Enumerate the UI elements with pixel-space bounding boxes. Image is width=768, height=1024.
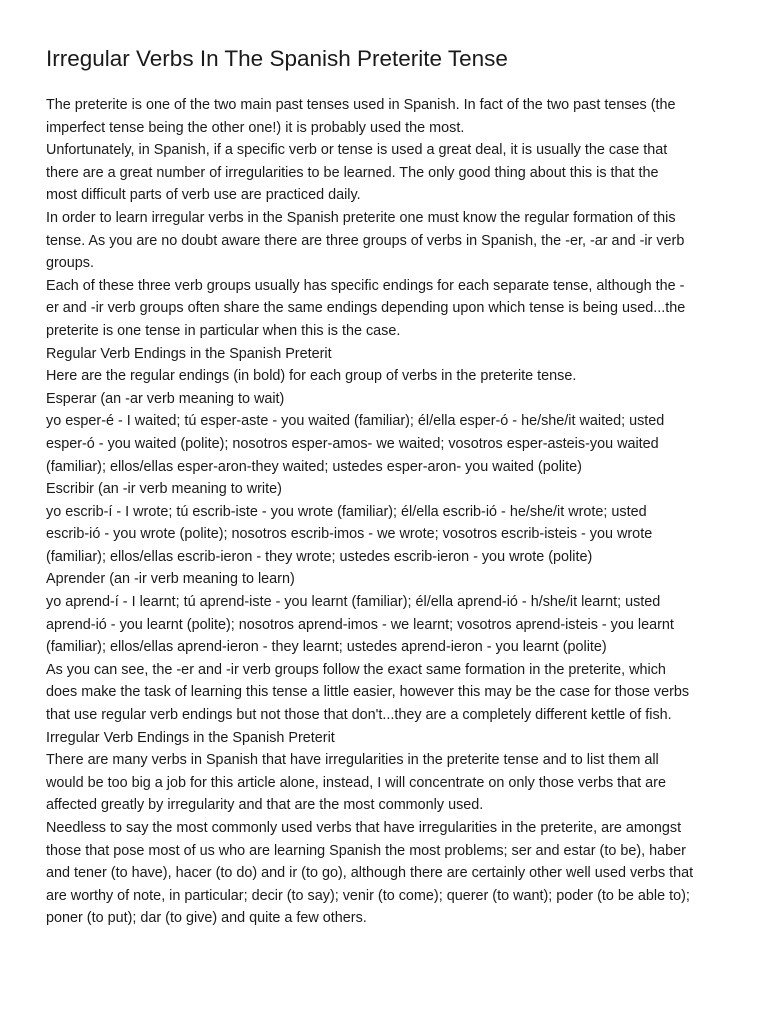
text-line: In order to learn irregular verbs in the Spanish preterite one must know the regular formation of this xyxy=(46,209,676,226)
text-line: aprend-ió - you learnt (polite); nosotros aprend-imos - we learnt; vosotros aprend-isteis - you learnt xyxy=(46,616,674,633)
text-line: (familiar); ellos/ellas escrib-ieron - they wrote; ustedes escrib-ieron - you wrote (polite) xyxy=(46,548,593,565)
text-line: yo esper-é - I waited; tú esper-aste - you waited (familiar); él/ella esper-ó - he/she/it waited; usted xyxy=(46,413,665,430)
text-line: Needless to say the most commonly used verbs that have irregularities in the preterite, are amongst xyxy=(46,820,682,836)
text-line: yo escrib-í - I wrote; tú escrib-iste - you wrote (familiar); él/ella escrib-ió - he/she/it wrote; usted xyxy=(46,503,647,520)
text-line: most difficult parts of verb use are practiced daily. xyxy=(46,187,361,204)
text-line: yo aprend-í - I learnt; tú aprend-iste - you learnt (familiar); él/ella aprend-ió - h/she/it learnt; usted xyxy=(46,594,661,611)
text-line: would be too big a job for this article alone, instead, I will concentrate on only those verbs that are xyxy=(46,774,666,791)
text-line: There are many verbs in Spanish that have irregularities in the preterite tense and to list them all xyxy=(46,752,659,769)
text-line: (familiar); ellos/ellas esper-aron-they waited; ustedes esper-aron- you waited (polite) xyxy=(46,458,582,475)
text-line: preterite is one tense in particular when this is the case. xyxy=(46,322,401,339)
text-line: The preterite is one of the two main past tenses used in Spanish. In fact of the two past tenses (the xyxy=(46,97,676,113)
text-line: are worthy of note, in particular; decir (to say); venir (to come); querer (to want); poder (to be able to); xyxy=(46,887,690,904)
text-line: and tener (to have), hacer (to do) and ir (to go), although there are certainly other well used verbs that xyxy=(46,865,694,882)
article-body xyxy=(46,94,726,930)
page-title: Irregular Verbs In The Spanish Preterite Tense xyxy=(46,46,508,71)
text-line: those that pose most of us who are learning Spanish the most problems; ser and estar (to be), haber xyxy=(46,842,686,859)
text-line: that use regular verb endings but not those that don't...they are a completely different kettle of fish. xyxy=(46,707,672,724)
text-line: Unfortunately, in Spanish, if a specific verb or tense is used a great deal, it is usually the case that xyxy=(46,142,668,159)
text-line: there are a great number of irregularities to be learned. The only good thing about this is that the xyxy=(46,164,659,181)
text-line: As you can see, the -er and -ir verb groups follow the exact same formation in the preterite, which xyxy=(46,661,666,678)
text-line: imperfect tense being the other one!) it is probably used the most. xyxy=(46,119,465,136)
text-line: Irregular Verb Endings in the Spanish Preterit xyxy=(46,729,335,746)
text-line: Here are the regular endings (in bold) for each group of verbs in the preterite tense. xyxy=(46,368,577,385)
text-line: poner (to put); dar (to give) and quite a few others. xyxy=(46,910,367,927)
text-line: Escribir (an -ir verb meaning to write) xyxy=(46,481,282,498)
text-line: tense. As you are no doubt aware there are three groups of verbs in Spanish, the -er, -ar and -ir verb xyxy=(46,232,685,249)
text-line: Esperar (an -ar verb meaning to wait) xyxy=(46,390,285,407)
text-line: does make the task of learning this tense a little easier, however this may be the case for those verbs xyxy=(46,684,690,701)
text-line: escrib-ió - you wrote (polite); nosotros escrib-imos - we wrote; vosotros escrib-isteis - you wrote xyxy=(46,526,653,543)
text-line: (familiar); ellos/ellas aprend-ieron - they learnt; ustedes aprend-ieron - you learnt (polite) xyxy=(46,639,607,656)
text-line: er and -ir verb groups often share the same endings depending upon which tense is being used...the xyxy=(46,300,686,317)
text-line: affected greatly by irregularity and that are the most commonly used. xyxy=(46,797,484,814)
text-line: Regular Verb Endings in the Spanish Preterit xyxy=(46,345,332,362)
text-line: Each of these three verb groups usually has specific endings for each separate tense, although the - xyxy=(46,277,685,294)
text-line: groups. xyxy=(46,255,94,272)
text-line: Aprender (an -ir verb meaning to learn) xyxy=(46,571,295,588)
text-line: esper-ó - you waited (polite); nosotros esper-amos- we waited; vosotros esper-asteis-you waited xyxy=(46,435,659,452)
